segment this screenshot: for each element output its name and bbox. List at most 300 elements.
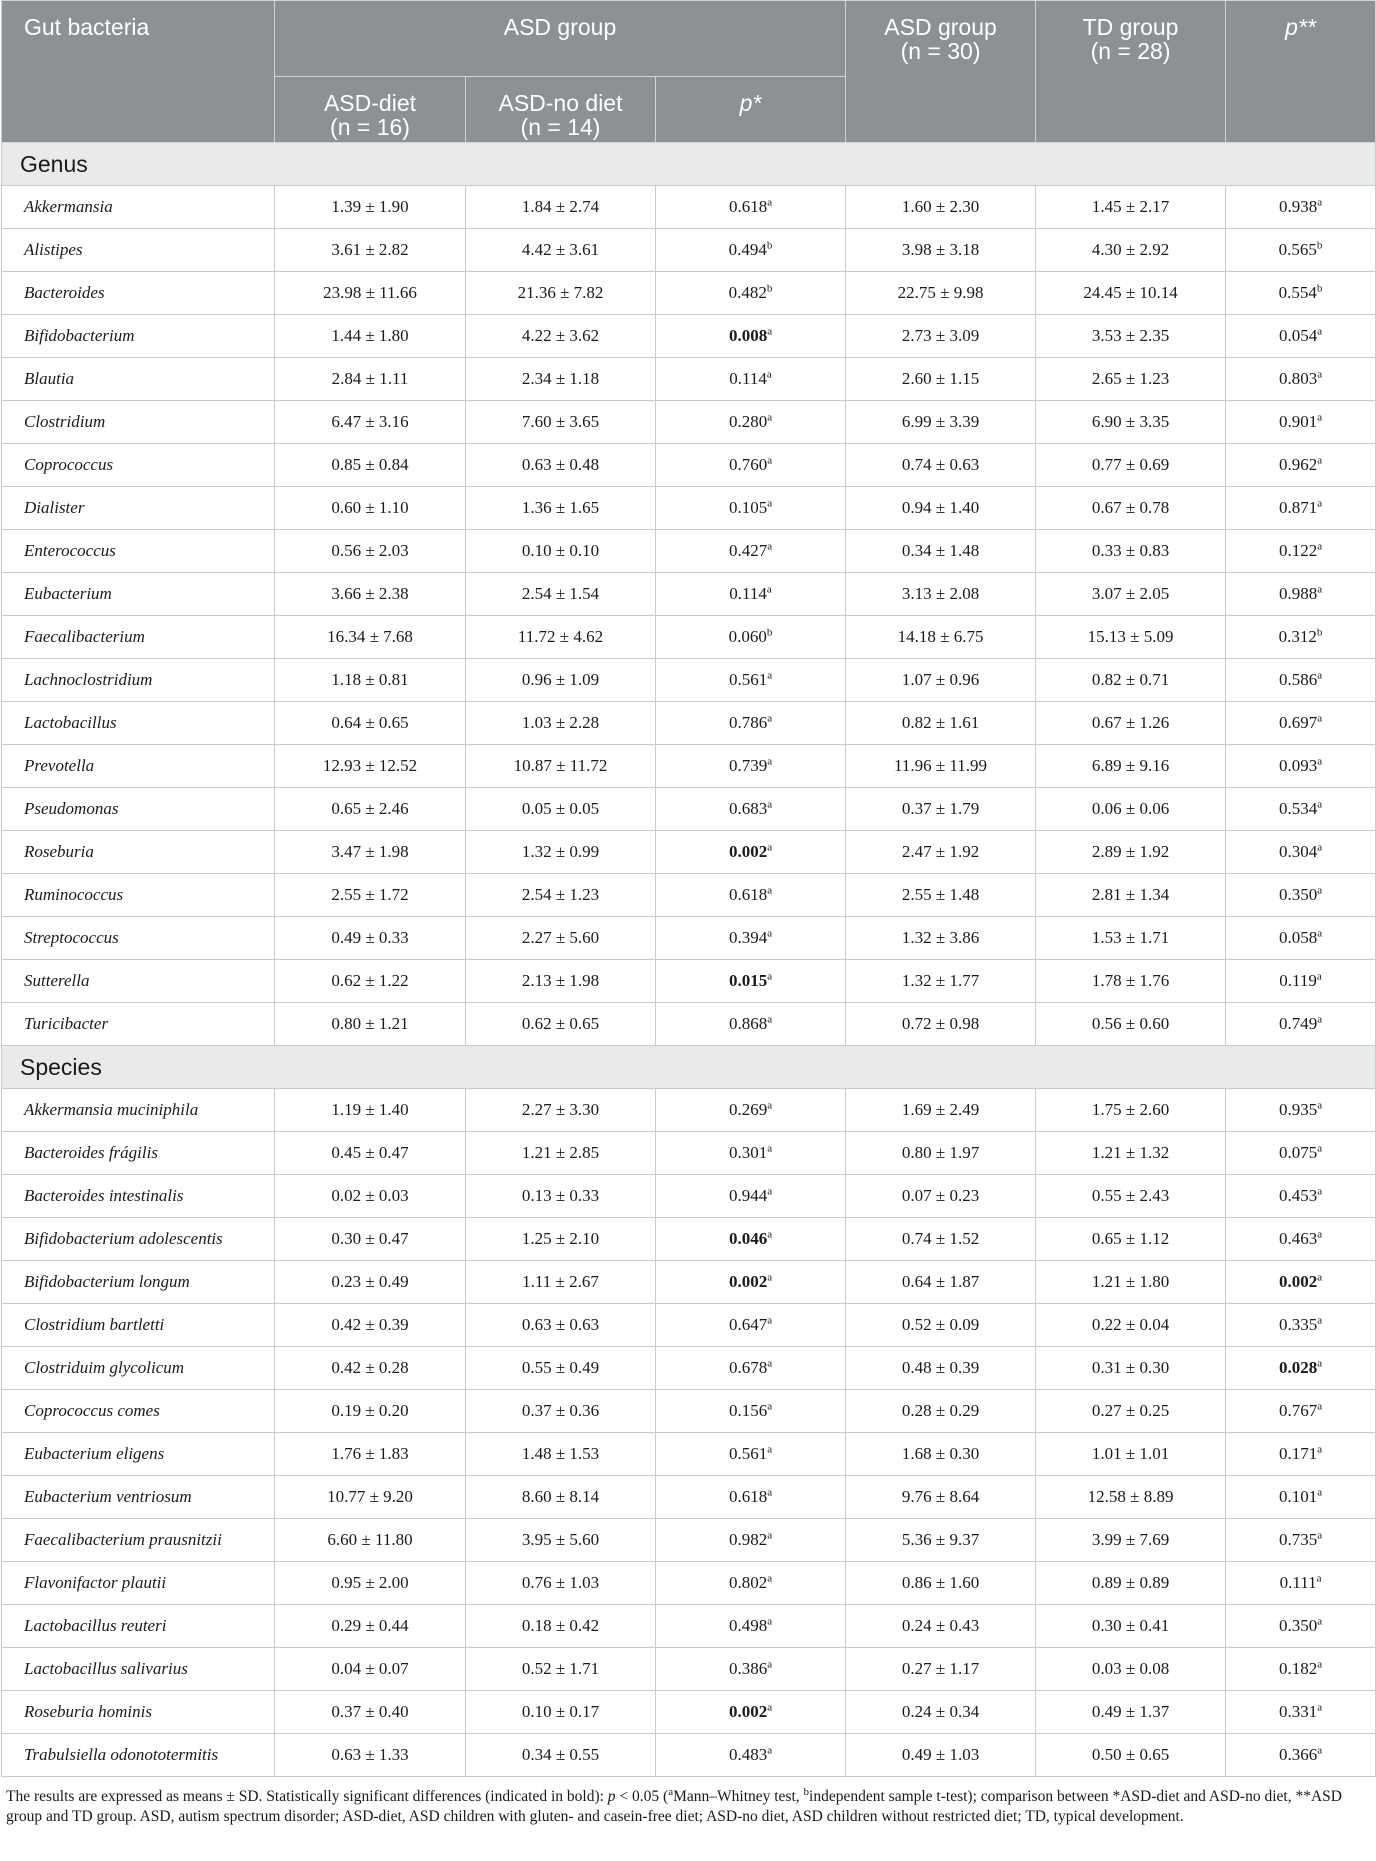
p1-cell	[656, 1261, 846, 1304]
p2-cell	[1226, 1476, 1376, 1519]
table-row	[2, 229, 1376, 272]
asd-nodiet-value: 0.10 ± 0.10	[466, 530, 656, 573]
p2-cell	[1226, 702, 1376, 745]
p1-cell-value: 0.483	[728, 1745, 768, 1764]
asd-nodiet-value: 0.37 ± 0.36	[466, 1390, 656, 1433]
p1-cell-value: 0.982	[728, 1530, 768, 1549]
p1-cell-value: 0.015	[728, 971, 768, 990]
header-asd-group-total-n: (n = 30)	[900, 38, 981, 64]
td-group-value: 0.89 ± 0.89	[1036, 1562, 1226, 1605]
p2-cell	[1226, 487, 1376, 530]
asd-group-value: 3.98 ± 3.18	[846, 229, 1036, 272]
p2-cell	[1226, 1261, 1376, 1304]
p2-cell	[1226, 315, 1376, 358]
p1-cell-superscript: a	[766, 368, 772, 381]
asd-group-value: 2.47 ± 1.92	[846, 831, 1036, 874]
p2-cell-value: 0.586	[1278, 670, 1318, 689]
p1-cell	[656, 831, 846, 874]
asd-nodiet-value: 4.22 ± 3.62	[466, 315, 656, 358]
table-row	[2, 1562, 1376, 1605]
p1-cell	[656, 917, 846, 960]
p2-cell	[1226, 1691, 1376, 1734]
bacteria-name: Eubacterium	[2, 573, 275, 616]
asd-group-value: 1.60 ± 2.30	[846, 186, 1036, 229]
p1-cell-superscript: a	[767, 1228, 773, 1241]
asd-nodiet-value: 2.27 ± 3.30	[466, 1089, 656, 1132]
p2-cell-superscript: a	[1317, 712, 1323, 725]
p1-cell-value: 0.280	[728, 412, 768, 431]
asd-group-value: 1.68 ± 0.30	[846, 1433, 1036, 1476]
table-row	[2, 788, 1376, 831]
bacteria-name: Bifidobacterium longum	[2, 1261, 275, 1304]
p2-cell	[1226, 659, 1376, 702]
table-row	[2, 487, 1376, 530]
bacteria-name: Roseburia	[2, 831, 275, 874]
asd-diet-value: 2.84 ± 1.11	[275, 358, 466, 401]
p1-cell	[656, 1691, 846, 1734]
p2-cell	[1226, 1003, 1376, 1046]
asd-nodiet-value: 0.63 ± 0.48	[466, 444, 656, 487]
p2-cell-value: 0.171	[1278, 1444, 1318, 1463]
td-group-value: 1.53 ± 1.71	[1036, 917, 1226, 960]
p1-cell-value: 0.760	[728, 455, 768, 474]
p2-cell	[1226, 616, 1376, 659]
table-row	[2, 874, 1376, 917]
td-group-value: 3.07 ± 2.05	[1036, 573, 1226, 616]
asd-nodiet-value: 1.21 ± 2.85	[466, 1132, 656, 1175]
p2-cell-superscript: a	[1317, 927, 1323, 940]
p2-cell-value: 0.871	[1278, 498, 1318, 517]
p1-cell	[656, 530, 846, 573]
table-row	[2, 960, 1376, 1003]
asd-nodiet-value: 2.54 ± 1.23	[466, 874, 656, 917]
p2-cell	[1226, 1132, 1376, 1175]
bacteria-name: Clostridium bartletti	[2, 1304, 275, 1347]
asd-nodiet-value: 3.95 ± 5.60	[466, 1519, 656, 1562]
bacteria-name: Bifidobacterium	[2, 315, 275, 358]
p2-cell-value: 0.901	[1278, 412, 1318, 431]
asd-diet-value: 6.47 ± 3.16	[275, 401, 466, 444]
p1-cell	[656, 1132, 846, 1175]
bacteria-name: Alistipes	[2, 229, 275, 272]
p1-cell-value: 0.394	[728, 928, 768, 947]
p1-cell-value: 0.561	[728, 670, 768, 689]
asd-nodiet-value: 2.27 ± 5.60	[466, 917, 656, 960]
p1-cell-value: 0.683	[728, 799, 768, 818]
asd-diet-value: 0.60 ± 1.10	[275, 487, 466, 530]
table-row	[2, 659, 1376, 702]
p1-cell	[656, 444, 846, 487]
asd-diet-value: 1.44 ± 1.80	[275, 315, 466, 358]
p1-cell-value: 0.156	[728, 1401, 768, 1420]
p1-cell-value: 0.269	[728, 1100, 768, 1119]
p1-cell-value: 0.060	[728, 627, 767, 646]
asd-group-value: 2.73 ± 3.09	[846, 315, 1036, 358]
td-group-value: 2.65 ± 1.23	[1036, 358, 1226, 401]
asd-nodiet-value: 1.84 ± 2.74	[466, 186, 656, 229]
p2-cell-superscript: a	[1317, 1228, 1323, 1241]
bacteria-name: Akkermansia	[2, 186, 275, 229]
p1-cell-superscript: a	[767, 1271, 773, 1284]
p2-cell-value: 0.962	[1278, 455, 1318, 474]
p2-cell-superscript: a	[1317, 1271, 1323, 1284]
asd-group-value: 1.32 ± 3.86	[846, 917, 1036, 960]
p2-cell-superscript: a	[1316, 1572, 1322, 1585]
p2-cell-value: 0.463	[1278, 1229, 1318, 1248]
p2-cell-value: 0.093	[1278, 756, 1318, 775]
td-group-value: 0.31 ± 0.30	[1036, 1347, 1226, 1390]
asd-diet-value: 0.85 ± 0.84	[275, 444, 466, 487]
p2-cell-value: 0.075	[1278, 1143, 1318, 1162]
asd-nodiet-value: 0.52 ± 1.71	[466, 1648, 656, 1691]
p1-cell	[656, 1390, 846, 1433]
p1-cell-superscript: a	[767, 196, 773, 209]
p2-cell	[1226, 1218, 1376, 1261]
asd-diet-value: 0.30 ± 0.47	[275, 1218, 466, 1261]
asd-nodiet-value: 7.60 ± 3.65	[466, 401, 656, 444]
p2-cell-value: 0.938	[1278, 197, 1318, 216]
asd-group-value: 9.76 ± 8.64	[846, 1476, 1036, 1519]
p1-cell-superscript: a	[767, 970, 773, 983]
header-p2: p**	[1226, 1, 1376, 143]
p2-cell	[1226, 1562, 1376, 1605]
asd-nodiet-value: 8.60 ± 8.14	[466, 1476, 656, 1519]
table-row	[2, 1218, 1376, 1261]
asd-group-value: 0.80 ± 1.97	[846, 1132, 1036, 1175]
asd-group-value: 6.99 ± 3.39	[846, 401, 1036, 444]
td-group-value: 0.22 ± 0.04	[1036, 1304, 1226, 1347]
asd-nodiet-value: 0.63 ± 0.63	[466, 1304, 656, 1347]
p2-cell	[1226, 874, 1376, 917]
asd-diet-value: 0.04 ± 0.07	[275, 1648, 466, 1691]
p1-cell-value: 0.427	[728, 541, 768, 560]
asd-diet-value: 0.80 ± 1.21	[275, 1003, 466, 1046]
p2-cell-value: 0.534	[1278, 799, 1318, 818]
bacteria-name: Sutterella	[2, 960, 275, 1003]
p2-cell-superscript: a	[1317, 884, 1323, 897]
asd-diet-value: 0.42 ± 0.28	[275, 1347, 466, 1390]
td-group-value: 4.30 ± 2.92	[1036, 229, 1226, 272]
p1-cell-value: 0.114	[729, 369, 767, 388]
asd-group-value: 2.60 ± 1.15	[846, 358, 1036, 401]
asd-nodiet-value: 0.76 ± 1.03	[466, 1562, 656, 1605]
p2-cell-superscript: a	[1317, 540, 1323, 553]
p1-cell	[656, 1347, 846, 1390]
p2-cell-value: 0.453	[1278, 1186, 1318, 1205]
bacteria-name: Bifidobacterium adolescentis	[2, 1218, 275, 1261]
bacteria-name: Lactobacillus salivarius	[2, 1648, 275, 1691]
table-row	[2, 1132, 1376, 1175]
p1-cell	[656, 272, 846, 315]
bacteria-name: Coprococcus	[2, 444, 275, 487]
p1-cell-value: 0.498	[728, 1616, 768, 1635]
p1-cell-value: 0.618	[728, 197, 768, 216]
asd-group-value: 0.48 ± 0.39	[846, 1347, 1036, 1390]
p2-cell-superscript: a	[1317, 841, 1323, 854]
td-group-value: 0.67 ± 1.26	[1036, 702, 1226, 745]
td-group-value: 0.30 ± 0.41	[1036, 1605, 1226, 1648]
p1-cell	[656, 616, 846, 659]
p2-cell	[1226, 1433, 1376, 1476]
p2-cell-superscript: a	[1317, 1529, 1323, 1542]
asd-group-value: 22.75 ± 9.98	[846, 272, 1036, 315]
table-row	[2, 702, 1376, 745]
td-group-value: 1.01 ± 1.01	[1036, 1433, 1226, 1476]
asd-diet-value: 0.49 ± 0.33	[275, 917, 466, 960]
p1-cell	[656, 1433, 846, 1476]
p2-cell-superscript: a	[1317, 1443, 1323, 1456]
p2-cell-value: 0.119	[1279, 971, 1317, 990]
table-row	[2, 315, 1376, 358]
p2-cell	[1226, 444, 1376, 487]
p1-cell-superscript: a	[767, 669, 773, 682]
header-asd-nodiet: ASD-no diet (n = 14)	[466, 77, 656, 143]
asd-diet-value: 12.93 ± 12.52	[275, 745, 466, 788]
bacteria-name: Bacteroides	[2, 272, 275, 315]
p1-cell-value: 0.008	[728, 326, 768, 345]
p2-cell-value: 0.111	[1279, 1573, 1317, 1592]
section-title: Genus	[2, 143, 1376, 186]
asd-group-value: 14.18 ± 6.75	[846, 616, 1036, 659]
table-row	[2, 1691, 1376, 1734]
bacteria-name: Lactobacillus reuteri	[2, 1605, 275, 1648]
p2-cell	[1226, 1734, 1376, 1777]
td-group-value: 6.89 ± 9.16	[1036, 745, 1226, 788]
header-p1: p*	[656, 77, 846, 143]
asd-nodiet-value: 0.10 ± 0.17	[466, 1691, 656, 1734]
p2-cell-superscript: a	[1317, 1185, 1323, 1198]
p2-cell	[1226, 530, 1376, 573]
p1-cell-superscript: a	[767, 1400, 773, 1413]
p1-cell	[656, 186, 846, 229]
p1-cell-superscript: a	[767, 497, 773, 510]
asd-nodiet-value: 1.48 ± 1.53	[466, 1433, 656, 1476]
table-row	[2, 573, 1376, 616]
p2-cell	[1226, 831, 1376, 874]
p2-cell-superscript: a	[1316, 970, 1322, 983]
asd-group-value: 0.49 ± 1.03	[846, 1734, 1036, 1777]
bacteria-name: Coprococcus comes	[2, 1390, 275, 1433]
p2-cell-value: 0.554	[1278, 283, 1317, 302]
p2-cell-superscript: a	[1317, 1314, 1323, 1327]
p2-cell-superscript: a	[1317, 1701, 1323, 1714]
p2-cell-superscript: a	[1317, 583, 1323, 596]
p1-cell-superscript: a	[767, 411, 773, 424]
p1-cell-value: 0.105	[728, 498, 768, 517]
bacteria-name: Enterococcus	[2, 530, 275, 573]
bacteria-name: Flavonifactor plautii	[2, 1562, 275, 1605]
p1-cell	[656, 960, 846, 1003]
td-group-value: 1.45 ± 2.17	[1036, 186, 1226, 229]
p1-cell	[656, 659, 846, 702]
p2-cell-value: 0.312	[1278, 627, 1317, 646]
bacteria-name: Bacteroides intestinalis	[2, 1175, 275, 1218]
gut-bacteria-table	[1, 0, 1376, 1777]
asd-diet-value: 0.23 ± 0.49	[275, 1261, 466, 1304]
table-row	[2, 1089, 1376, 1132]
p2-cell-superscript: a	[1317, 497, 1323, 510]
p1-cell-superscript: a	[767, 1185, 773, 1198]
asd-nodiet-value: 0.18 ± 0.42	[466, 1605, 656, 1648]
bacteria-name: Eubacterium eligens	[2, 1433, 275, 1476]
p2-cell	[1226, 186, 1376, 229]
table-row	[2, 831, 1376, 874]
p2-cell-value: 0.028	[1278, 1358, 1318, 1377]
bacteria-name: Lactobacillus	[2, 702, 275, 745]
table-row	[2, 1476, 1376, 1519]
asd-nodiet-value: 4.42 ± 3.61	[466, 229, 656, 272]
td-group-value: 0.55 ± 2.43	[1036, 1175, 1226, 1218]
td-group-value: 1.21 ± 1.80	[1036, 1261, 1226, 1304]
p2-cell	[1226, 917, 1376, 960]
asd-diet-value: 2.55 ± 1.72	[275, 874, 466, 917]
asd-diet-value: 0.45 ± 0.47	[275, 1132, 466, 1175]
asd-diet-value: 0.37 ± 0.40	[275, 1691, 466, 1734]
bacteria-name: Faecalibacterium	[2, 616, 275, 659]
p1-cell-value: 0.786	[728, 713, 768, 732]
p2-cell-superscript: a	[1317, 1142, 1323, 1155]
header-asd-group-total: ASD group (n = 30)	[846, 1, 1036, 143]
p2-cell	[1226, 358, 1376, 401]
p1-cell	[656, 358, 846, 401]
table-row	[2, 1433, 1376, 1476]
asd-nodiet-value: 1.11 ± 2.67	[466, 1261, 656, 1304]
p1-cell-value: 0.301	[728, 1143, 768, 1162]
p2-cell	[1226, 1089, 1376, 1132]
p1-cell-superscript: b	[766, 626, 773, 639]
p2-cell-superscript: a	[1317, 1744, 1323, 1757]
table-row	[2, 1003, 1376, 1046]
p2-cell-superscript: a	[1317, 1486, 1323, 1499]
bacteria-name: Pseudomonas	[2, 788, 275, 831]
p1-cell-superscript: a	[767, 841, 773, 854]
asd-nodiet-value: 1.32 ± 0.99	[466, 831, 656, 874]
asd-nodiet-value: 21.36 ± 7.82	[466, 272, 656, 315]
asd-group-value: 0.37 ± 1.79	[846, 788, 1036, 831]
table-row	[2, 358, 1376, 401]
asd-diet-value: 3.61 ± 2.82	[275, 229, 466, 272]
p2-cell-value: 0.697	[1278, 713, 1318, 732]
asd-group-value: 0.28 ± 0.29	[846, 1390, 1036, 1433]
p2-cell-value: 0.803	[1278, 369, 1318, 388]
td-group-value: 0.27 ± 0.25	[1036, 1390, 1226, 1433]
header-td-group: TD group (n = 28)	[1036, 1, 1226, 143]
td-group-value: 0.56 ± 0.60	[1036, 1003, 1226, 1046]
p2-cell-value: 0.749	[1278, 1014, 1318, 1033]
p1-cell	[656, 788, 846, 831]
bacteria-name: Streptococcus	[2, 917, 275, 960]
asd-diet-value: 3.47 ± 1.98	[275, 831, 466, 874]
header-td-group-n: (n = 28)	[1090, 38, 1171, 64]
bacteria-name: Dialister	[2, 487, 275, 530]
table-row	[2, 1390, 1376, 1433]
p1-cell-superscript: a	[767, 1658, 773, 1671]
p1-cell-superscript: a	[767, 540, 773, 553]
p2-cell	[1226, 788, 1376, 831]
header-asd-diet-n: (n = 16)	[330, 114, 410, 140]
p1-cell-superscript: a	[767, 1572, 773, 1585]
td-group-value: 0.50 ± 0.65	[1036, 1734, 1226, 1777]
p1-cell-superscript: a	[767, 712, 773, 725]
p1-cell	[656, 1003, 846, 1046]
p2-cell-superscript: a	[1317, 368, 1323, 381]
table-footnote: The results are expressed as means ± SD. Statistically significant differences (indicated in bold): p < 0.05 ($^a$Mann–Whitney test, $^b$independent sample t-test); comparison between *ASD-diet and ASD-no diet, **ASD group and TD group. ASD, autism spectrum disorder; ASD-diet, ASD children with gluten- and casein-free diet; ASD-no diet, ASD children without restricted diet; TD, typical development.	[6, 1785, 1342, 1825]
td-group-value: 3.99 ± 7.69	[1036, 1519, 1226, 1562]
asd-diet-value: 1.18 ± 0.81	[275, 659, 466, 702]
p1-cell-superscript: a	[766, 583, 772, 596]
p2-cell-superscript: a	[1317, 325, 1323, 338]
p1-cell-superscript: a	[767, 1099, 773, 1112]
p2-cell-value: 0.002	[1278, 1272, 1318, 1291]
asd-nodiet-value: 1.36 ± 1.65	[466, 487, 656, 530]
table-row	[2, 1304, 1376, 1347]
bacteria-name: Eubacterium ventriosum	[2, 1476, 275, 1519]
p2-cell-superscript: a	[1317, 196, 1323, 209]
asd-nodiet-value: 0.62 ± 0.65	[466, 1003, 656, 1046]
p1-cell-value: 0.482	[728, 283, 767, 302]
asd-diet-value: 10.77 ± 9.20	[275, 1476, 466, 1519]
td-group-value: 0.67 ± 0.78	[1036, 487, 1226, 530]
asd-group-value: 0.07 ± 0.23	[846, 1175, 1036, 1218]
asd-nodiet-value: 11.72 ± 4.62	[466, 616, 656, 659]
p2-cell-value: 0.565	[1278, 240, 1317, 259]
p2-cell-superscript: b	[1316, 282, 1323, 295]
p2-cell-value: 0.767	[1278, 1401, 1318, 1420]
p1-cell	[656, 1519, 846, 1562]
p1-cell-superscript: b	[766, 239, 773, 252]
p2-cell-superscript: a	[1317, 669, 1323, 682]
asd-group-value: 0.34 ± 1.48	[846, 530, 1036, 573]
table-row	[2, 1347, 1376, 1390]
td-group-value: 0.82 ± 0.71	[1036, 659, 1226, 702]
td-group-value: 1.75 ± 2.60	[1036, 1089, 1226, 1132]
asd-nodiet-value: 0.55 ± 0.49	[466, 1347, 656, 1390]
asd-diet-value: 0.95 ± 2.00	[275, 1562, 466, 1605]
p2-cell	[1226, 960, 1376, 1003]
p1-cell-value: 0.739	[728, 756, 768, 775]
asd-diet-value: 0.56 ± 2.03	[275, 530, 466, 573]
asd-diet-value: 0.29 ± 0.44	[275, 1605, 466, 1648]
p2-cell	[1226, 1175, 1376, 1218]
p2-cell-value: 0.122	[1278, 541, 1318, 560]
p1-cell-superscript: a	[767, 927, 773, 940]
bacteria-name: Faecalibacterium prausnitzii	[2, 1519, 275, 1562]
asd-group-value: 0.27 ± 1.17	[846, 1648, 1036, 1691]
p2-cell	[1226, 229, 1376, 272]
p2-cell-value: 0.350	[1278, 1616, 1318, 1635]
table-row	[2, 917, 1376, 960]
td-group-value: 0.77 ± 0.69	[1036, 444, 1226, 487]
asd-group-value: 5.36 ± 9.37	[846, 1519, 1036, 1562]
asd-nodiet-value: 2.54 ± 1.54	[466, 573, 656, 616]
p2-cell-superscript: a	[1317, 1357, 1323, 1370]
p1-cell-superscript: a	[767, 1357, 773, 1370]
p1-cell-superscript: a	[767, 1744, 773, 1757]
p1-cell-superscript: a	[767, 1443, 773, 1456]
p1-cell-value: 0.494	[728, 240, 767, 259]
p1-cell	[656, 1089, 846, 1132]
asd-nodiet-value: 2.34 ± 1.18	[466, 358, 656, 401]
asd-group-value: 0.86 ± 1.60	[846, 1562, 1036, 1605]
p1-cell	[656, 1175, 846, 1218]
p2-cell-superscript: a	[1317, 1013, 1323, 1026]
td-group-value: 15.13 ± 5.09	[1036, 616, 1226, 659]
bacteria-name: Roseburia hominis	[2, 1691, 275, 1734]
p1-cell	[656, 874, 846, 917]
td-group-value: 0.03 ± 0.08	[1036, 1648, 1226, 1691]
table-row	[2, 1519, 1376, 1562]
p2-cell	[1226, 272, 1376, 315]
